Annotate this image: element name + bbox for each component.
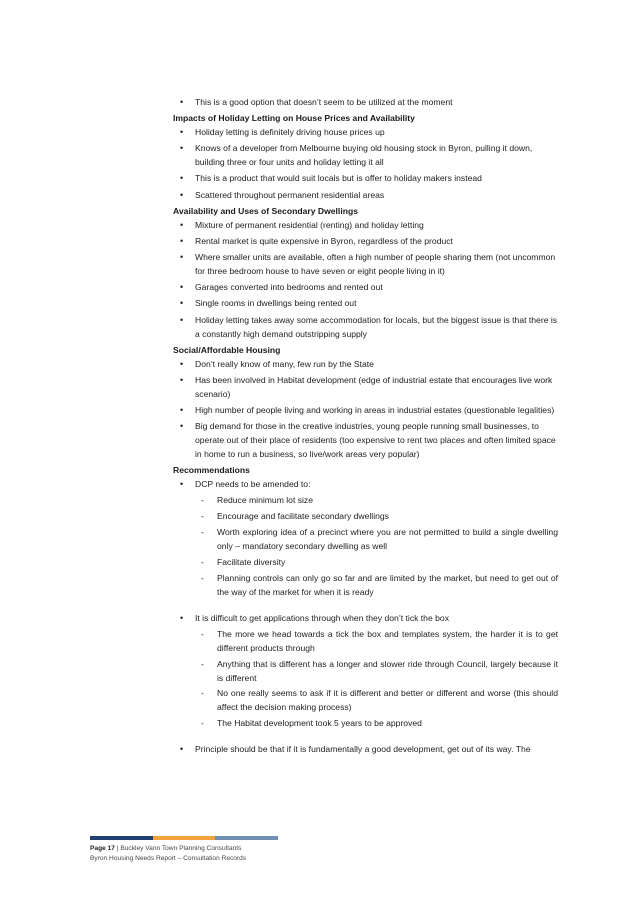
- list-item: • Rental market is quite expensive in Byron, regardless of the product: [173, 235, 558, 249]
- list-item: • Scattered throughout permanent residential areas: [173, 189, 558, 203]
- section-recommendations: [173, 464, 558, 757]
- footer-bar-segment: [90, 836, 153, 840]
- footer-bar-segment: [153, 836, 216, 840]
- section-holiday-letting: [173, 112, 558, 202]
- list-item: • Single rooms in dwellings being rented out: [173, 297, 558, 311]
- sub-list-item: - Facilitate diversity: [195, 556, 558, 570]
- sub-list-item: - The Habitat development took 5 years to be approved: [195, 717, 558, 731]
- section-heading: Impacts of Holiday Letting on House Prices and Availability: [173, 113, 415, 124]
- page-number: Page 17: [90, 845, 115, 852]
- sub-list-item: - The more we head towards a tick the box and templates system, the harder it is to get different products through: [195, 628, 558, 656]
- section-heading: Availability and Uses of Secondary Dwellings: [173, 205, 358, 216]
- list-item: • Has been involved in Habitat development (edge of industrial estate that encourages live work scenario): [173, 374, 558, 402]
- list-item: • High number of people living and working in areas in industrial estates (questionable legalities): [173, 404, 558, 418]
- list-item: • Garages converted into bedrooms and rented out: [173, 281, 558, 295]
- sub-list-item: - Reduce minimum lot size: [195, 494, 558, 508]
- section-secondary-dwellings: [173, 205, 558, 342]
- firm-name: Buckley Vann Town Planning Consultants: [120, 845, 242, 852]
- sub-list-item: - Planning controls can only go so far and are limited by the market, but need to get out of the way of the market for when it is ready: [195, 572, 558, 600]
- section-social-housing: [173, 344, 558, 462]
- list-item: • Mixture of permanent residential (renting) and holiday letting: [173, 219, 558, 233]
- footer-bar-segment: [215, 836, 278, 840]
- sub-list-item: - No one really seems to ask if it is different and better or different and worse (this should affect the decision making process): [195, 687, 558, 715]
- list-item: • Where smaller units are available, often a high number of people sharing them (not uncommon for three bedroom house to have seven or eight people living in it): [173, 251, 558, 279]
- list-item: • Principle should be that if it is fundamentally a good development, get out of its way. The: [173, 743, 558, 757]
- sub-list-item: - Worth exploring idea of a precinct where you are not permitted to build a single dwelling only – mandatory secondary dwelling as well: [195, 526, 558, 554]
- list-item: • Knows of a developer from Melbourne buying old housing stock in Byron, pulling it down, building three or four units and holiday letting it all: [173, 142, 558, 170]
- list-item: • Holiday letting is definitely driving house prices up: [173, 126, 558, 140]
- list-item: • This is a good option that doesn’t seem to be utilized at the moment: [173, 96, 558, 110]
- list-item: • Big demand for those in the creative industries, young people running small businesses, to operate out of their place of residents (too expensive to rent two places and often limited space in home to run a business, so live/work areas very popular): [173, 420, 558, 462]
- sub-list-item: - Anything that is different has a longer and slower ride through Council, largely because it is different: [195, 658, 558, 686]
- section-heading: Social/Affordable Housing: [173, 344, 281, 355]
- list-item: • Holiday letting takes away some accommodation for locals, but the biggest issue is that there is a constantly high demand outstripping supply: [173, 314, 558, 342]
- intro-list: [173, 96, 558, 110]
- list-item: • It is difficult to get applications through when they don’t tick the box: [173, 612, 558, 626]
- list-item: • Don’t really know of many, few run by the State: [173, 358, 558, 372]
- section-heading: Recommendations: [173, 465, 250, 476]
- document-body: [173, 96, 558, 759]
- footer-color-bar: [90, 836, 278, 840]
- footer-separator: |: [114, 845, 121, 852]
- sub-list-item: - Encourage and facilitate secondary dwellings: [195, 510, 558, 524]
- page-footer: [90, 844, 246, 863]
- list-item: • This is a product that would suit locals but is offer to holiday makers instead: [173, 172, 558, 186]
- list-item: • DCP needs to be amended to:: [173, 478, 558, 492]
- document-title: Byron Housing Needs Report – Consultation Records: [90, 854, 247, 862]
